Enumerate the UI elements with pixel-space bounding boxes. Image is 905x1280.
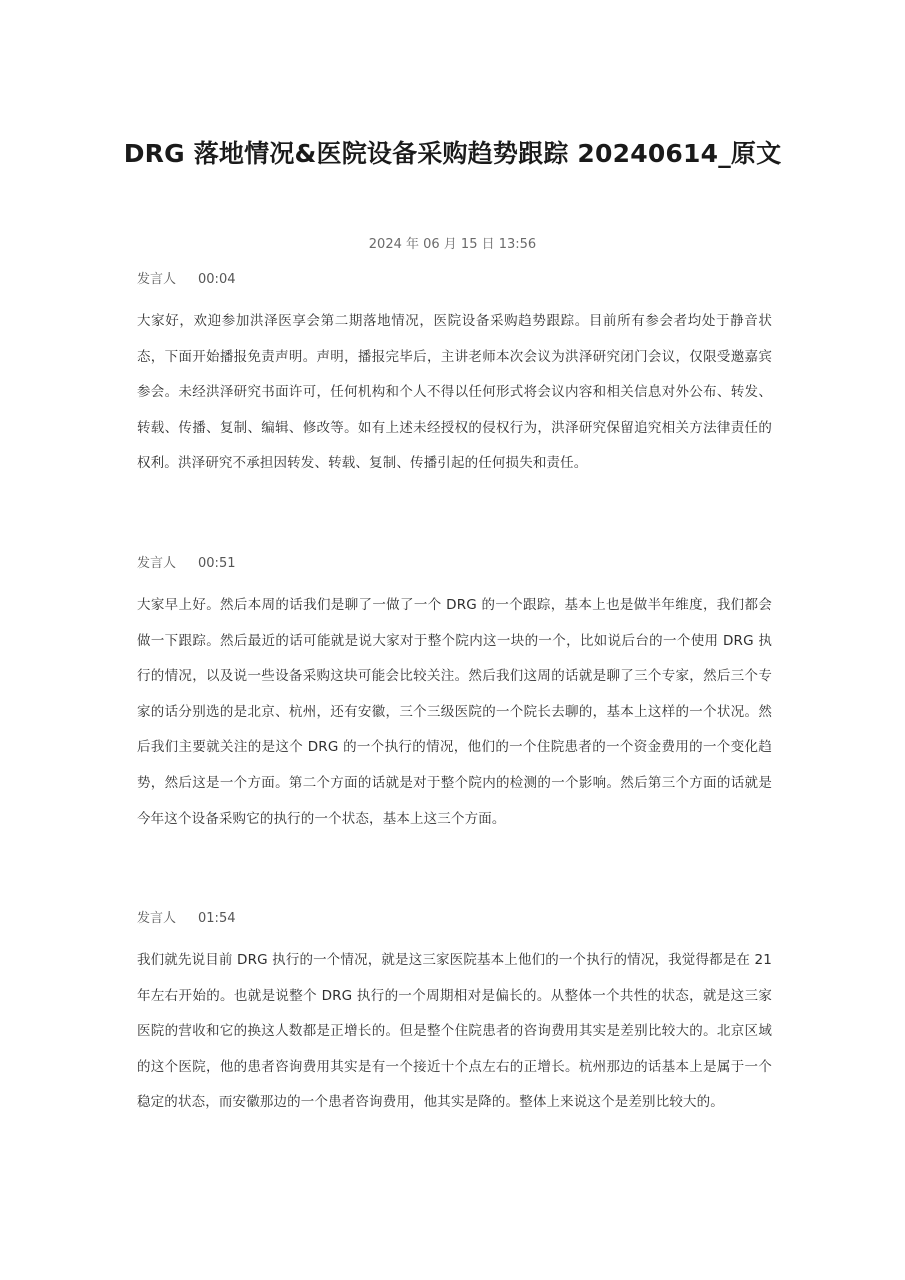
timestamp: 01:54 <box>198 911 236 926</box>
speaker-line <box>137 909 772 929</box>
transcript-section <box>137 554 772 837</box>
timestamp: 00:04 <box>198 272 236 287</box>
speaker-label: 发言人 <box>137 556 177 571</box>
transcript-paragraph: 大家好，欢迎参加洪泽医享会第二期落地情况，医院设备采购趋势跟踪。目前所有参会者均处于静音状态，下面开始播报免责声明。声明，播报完毕后，主讲老师本次会议为洪泽研究闭门会议，仅限受邀嘉宾参会。未经洪泽研究书面许可，任何机构和个人不得以任何形式将会议内容和相关信息对外公布、转发、转载、传播、复制、编辑、修改等。如有上述未经授权的侵权行为，洪泽研究保留追究相关方法律责任的权利。洪泽研究不承担因转发、转载、复制、传播引起的任何损失和责任。 <box>137 313 772 472</box>
speaker-line <box>137 554 772 574</box>
speaker-label: 发言人 <box>137 911 177 926</box>
transcript-section <box>137 270 772 482</box>
transcript-paragraph: 我们就先说目前 DRG 执行的一个情况，就是这三家医院基本上他们的一个执行的情况，我觉得都是在 21 年左右开始的。也就是说整个 DRG 执行的一个周期相对是偏长的。从整体一个共性的状态，就是这三家医院的营收和它的换这人数都是正增长的。但是整个住院患者的咨询费用其实是差别比较大的。北京区域的这个医院，他的患者咨询费用其实是有一个接近十个点左右的正增长。杭州那边的话基本上是属于一个稳定的状态，而安徽那边的一个患者咨询费用，他其实是降的。整体上来说这个是差别比较大的。 <box>137 952 772 1111</box>
document-title: DRG 落地情况&医院设备采购趋势跟踪 20240614_原文 <box>123 139 782 168</box>
speaker-line <box>137 270 772 290</box>
document-date: 2024 年 06 月 15 日 13:56 <box>368 237 537 252</box>
timestamp: 00:51 <box>198 556 236 571</box>
speaker-label: 发言人 <box>137 272 177 287</box>
transcript-paragraph: 大家早上好。然后本周的话我们是聊了一做了一个 DRG 的一个跟踪，基本上也是做半年维度，我们都会做一下跟踪。然后最近的话可能就是说大家对于整个院内这一块的一个，比如说后台的一个使用 DRG 执行的情况，以及说一些设备采购这块可能会比较关注。然后我们这周的话就是聊了三个专家，然后三个专家的话分别选的是北京、杭州，还有安徽，三个三级医院的一个院长去聊的，基本上这样的一个状况。然后我们主要就关注的是这个 DRG 的一个执行的情况，他们的一个住院患者的一个资金费用的一个变化趋势，然后这是一个方面。第二个方面的话就是对于整个院内的检测的一个影响。然后第三个方面的话就是今年这个设备采购它的执行的一个状态，基本上这三个方面。 <box>137 597 772 827</box>
transcript-section <box>137 909 772 1121</box>
